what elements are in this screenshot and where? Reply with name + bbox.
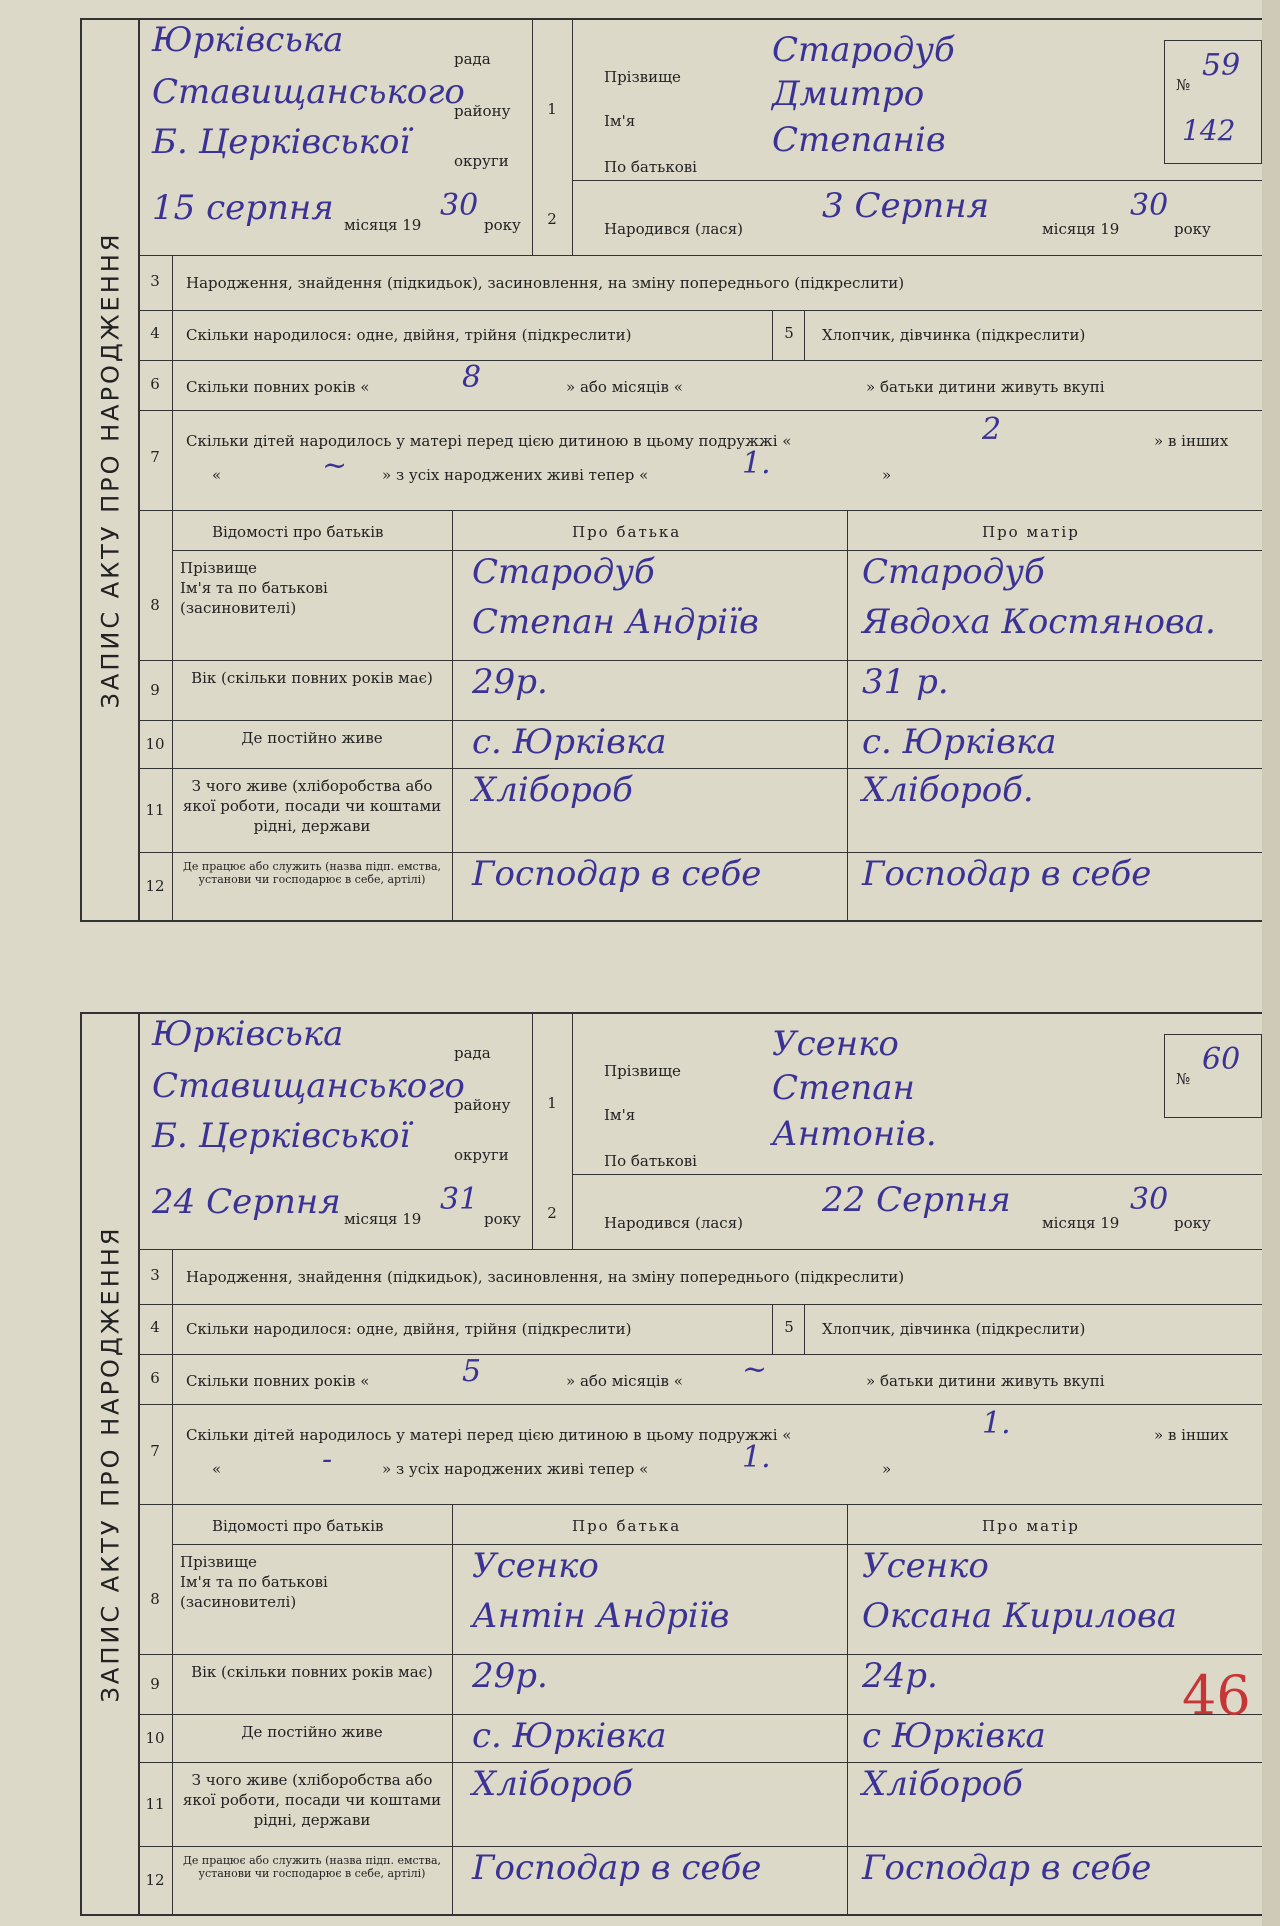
row-number: 11 [145,1795,165,1813]
row8-label: Прізвище Ім'я та по батькові (засиновителі) [180,559,328,617]
surname-label: Прізвище [604,68,681,86]
divider [138,310,1262,311]
divider [572,1014,573,1249]
row-number: 1 [547,1094,557,1112]
year-label: року [484,1210,521,1228]
row11-label: З чого живе (хліборобства або якої роботи, посади чи коштами рідні, держави [182,777,446,835]
handwritten-rada: Юрківська [152,1014,344,1054]
handwritten-mother-m_name1: Стародуб [862,552,1045,592]
row-number: 8 [150,596,160,614]
row12-label: Де працює або служить (назва підп. емства, установи чи господарює в себе, артілі) [182,860,445,886]
year-label: року [484,216,521,234]
handwritten-father-f_name1: Усенко [472,1546,599,1586]
handwritten-patr: Степанів [772,120,946,160]
birth-record [80,18,1262,922]
divider [138,510,1262,511]
number-label: № [1176,76,1191,94]
handwritten-number: 59 [1202,48,1241,83]
row7b-label: » в інших [1154,1426,1229,1444]
handwritten-born-day: 3 Серпня [822,186,990,226]
header-mother: Про матір [982,523,1080,541]
row-number: 5 [784,1318,794,1336]
row7b-label: » в інших [1154,432,1229,450]
header-info: Відомості про батьків [212,1517,384,1535]
side-title-text: ЗАПИС АКТУ ПРО НАРОДЖЕННЯ [96,231,124,709]
row6a-label: Скільки повних років « [186,378,370,396]
divider [572,20,573,255]
handwritten-mother-m_live: с Юрківка [862,1716,1046,1756]
divider [138,1404,1262,1405]
divider [172,255,173,920]
handwritten-mother-m_age: 31 р. [862,662,949,702]
raion-label: району [454,102,511,120]
divider [804,310,805,360]
born-label: Народився (лася) [604,220,744,238]
handwritten-raion: Ставищанського [152,1066,465,1106]
handwritten-year: 30 [440,188,479,223]
handwritten-name: Степан [772,1068,915,1108]
divider [138,660,1262,661]
row-number: 11 [145,801,165,819]
row10-label: Де постійно живе [241,1723,383,1741]
month-label: місяця 19 [344,216,422,234]
handwritten-raion: Ставищанського [152,72,465,112]
divider [138,1714,1262,1715]
row-number: 8 [150,1590,160,1608]
handwritten-father-f_work: Господар в себе [472,854,762,894]
row-number: 12 [145,877,165,895]
handwritten-children: 2 [982,412,1002,447]
row-number: 4 [150,1318,160,1336]
handwritten-years: 5 [462,1354,482,1389]
divider [138,852,1262,853]
handwritten-number: 60 [1202,1042,1241,1077]
month-label: місяця 19 [1042,1214,1120,1232]
divider [138,1654,1262,1655]
header-mother: Про матір [982,1517,1080,1535]
handwritten-father-f_name2: Антін Андріїв [472,1596,730,1636]
divider [138,720,1262,721]
handwritten-father-f_age: 29р. [472,662,548,702]
divider [772,1304,773,1354]
handwritten-mother-m_name2: Оксана Кирилова [862,1596,1178,1636]
okrug-label: округи [454,152,509,170]
row-number: 7 [150,448,160,466]
handwritten-okrug: Б. Церківської [152,1116,411,1156]
divider [572,180,1262,181]
row7e-label: » [882,466,892,484]
year-label: року [1174,1214,1211,1232]
divider [138,1762,1262,1763]
handwritten-number-2: 142 [1182,114,1236,147]
row7a-label: Скільки дітей народилось у матері перед цією дитиною в цьому подружжі « [186,1426,792,1444]
row6c-label: » батьки дитини живуть вкупі [866,1372,1105,1390]
header-father: Про батька [572,1517,682,1535]
row5-label: Хлопчик, дівчинка (підкреслити) [822,1320,1086,1338]
handwritten-name: Дмитро [772,74,925,114]
rada-label: рада [454,50,491,68]
divider [138,1249,1262,1250]
row6a-label: Скільки повних років « [186,1372,370,1390]
handwritten-mother-m_name1: Усенко [862,1546,989,1586]
row-number: 2 [547,210,557,228]
year-label: року [1174,220,1211,238]
row7d-label: » з усіх народжених живі тепер « [382,466,649,484]
divider [172,1249,173,1914]
divider [138,255,1262,256]
divider [452,1504,453,1914]
row-number: 10 [145,735,165,753]
row7c-label: « [212,466,222,484]
handwritten-alive: 1. [742,446,771,481]
divider [138,768,1262,769]
handwritten-children: 1. [982,1406,1011,1441]
row-number: 9 [150,681,160,699]
row-number: 7 [150,1442,160,1460]
divider [172,1544,1262,1545]
number-label: № [1176,1070,1191,1088]
handwritten-mother-m_work: Господар в себе [862,1848,1152,1888]
handwritten-father-f_job: Хлібороб [472,770,633,810]
record-side-title [82,1014,140,1914]
handwritten-other: - [322,1442,333,1477]
row-number: 2 [547,1204,557,1222]
row-number: 9 [150,1675,160,1693]
surname-label: Прізвище [604,1062,681,1080]
row7a-label: Скільки дітей народилось у матері перед цією дитиною в цьому подружжі « [186,432,792,450]
row-number: 1 [547,100,557,118]
okrug-label: округи [454,1146,509,1164]
handwritten-father-f_name1: Стародуб [472,552,655,592]
handwritten-born-year: 30 [1130,1182,1169,1217]
row-number: 6 [150,375,160,393]
handwritten-patr: Антонів. [772,1114,937,1154]
row-number: 5 [784,324,794,342]
row-number: 10 [145,1729,165,1747]
handwritten-months: ~ [742,1352,768,1387]
handwritten-mother-m_job: Хлібороб. [862,770,1034,810]
record-side-title [82,20,140,920]
divider [532,1014,533,1249]
handwritten-date: 15 серпня [152,188,334,228]
name-label: Ім'я [604,112,636,130]
divider [572,1174,1262,1175]
divider [138,410,1262,411]
row3-label: Народження, знайдення (підкидьок), засиновлення, на зміну попереднього (підкреслити) [186,274,905,292]
row8-label: Прізвище Ім'я та по батькові (засиновителі) [180,1553,328,1611]
month-label: місяця 19 [344,1210,422,1228]
row5-label: Хлопчик, дівчинка (підкреслити) [822,326,1086,344]
handwritten-okrug: Б. Церківської [152,122,411,162]
divider [847,1504,848,1914]
handwritten-year: 31 [440,1182,479,1217]
name-label: Ім'я [604,1106,636,1124]
side-title-text: ЗАПИС АКТУ ПРО НАРОДЖЕННЯ [96,1225,124,1703]
handwritten-mother-m_job: Хлібороб [862,1764,1023,1804]
divider [138,360,1262,361]
handwritten-mother-m_live: с. Юрківка [862,722,1057,762]
handwritten-mother-m_name2: Явдоха Костянова. [862,602,1216,642]
divider [138,1504,1262,1505]
row9-label: Вік (скільки повних років має) [191,669,433,687]
handwritten-mother-m_age: 24р. [862,1656,938,1696]
patr-label: По батькові [604,1152,697,1170]
handwritten-date: 24 Серпня [152,1182,341,1222]
handwritten-rada: Юрківська [152,20,344,60]
row-number: 3 [150,1266,160,1284]
row-number: 6 [150,1369,160,1387]
divider [847,510,848,920]
header-info: Відомості про батьків [212,523,384,541]
handwritten-father-f_live: с. Юрківка [472,722,667,762]
row12-label: Де працює або служить (назва підп. емства, установи чи господарює в себе, артілі) [182,1854,445,1880]
divider [772,310,773,360]
row9-label: Вік (скільки повних років має) [191,1663,433,1681]
divider [804,1304,805,1354]
handwritten-mother-m_work: Господар в себе [862,854,1152,894]
row6b-label: » або місяців « [566,378,683,396]
divider [138,1304,1262,1305]
handwritten-surname: Стародуб [772,30,955,70]
row-number: 4 [150,324,160,342]
header-father: Про батька [572,523,682,541]
patr-label: По батькові [604,158,697,176]
born-label: Народився (лася) [604,1214,744,1232]
row6b-label: » або місяців « [566,1372,683,1390]
handwritten-other: ~ [322,448,348,483]
handwritten-father-f_job: Хлібороб [472,1764,633,1804]
divider [172,550,1262,551]
row7c-label: « [212,1460,222,1478]
row10-label: Де постійно живе [241,729,383,747]
handwritten-father-f_live: с. Юрківка [472,1716,667,1756]
handwritten-surname: Усенко [772,1024,899,1064]
divider [138,1846,1262,1847]
row4-label: Скільки народилося: одне, двійня, трійня (підкреслити) [186,1320,632,1338]
handwritten-born-day: 22 Серпня [822,1180,1011,1220]
rada-label: рада [454,1044,491,1062]
divider [138,1354,1262,1355]
row7e-label: » [882,1460,892,1478]
handwritten-father-f_age: 29р. [472,1656,548,1696]
handwritten-alive: 1. [742,1440,771,1475]
row-number: 3 [150,272,160,290]
row7d-label: » з усіх народжених живі тепер « [382,1460,649,1478]
birth-record [80,1012,1262,1916]
handwritten-born-year: 30 [1130,188,1169,223]
row6c-label: » батьки дитини живуть вкупі [866,378,1105,396]
handwritten-years: 8 [462,360,482,395]
divider [532,20,533,255]
handwritten-father-f_name2: Степан Андріїв [472,602,759,642]
handwritten-father-f_work: Господар в себе [472,1848,762,1888]
row-number: 12 [145,1871,165,1889]
row11-label: З чого живе (хліборобства або якої роботи, посади чи коштами рідні, держави [182,1771,446,1829]
month-label: місяця 19 [1042,220,1120,238]
red-annotation: 46 [1182,1664,1251,1727]
divider [452,510,453,920]
row3-label: Народження, знайдення (підкидьок), засиновлення, на зміну попереднього (підкреслити) [186,1268,905,1286]
raion-label: району [454,1096,511,1114]
row4-label: Скільки народилося: одне, двійня, трійня (підкреслити) [186,326,632,344]
